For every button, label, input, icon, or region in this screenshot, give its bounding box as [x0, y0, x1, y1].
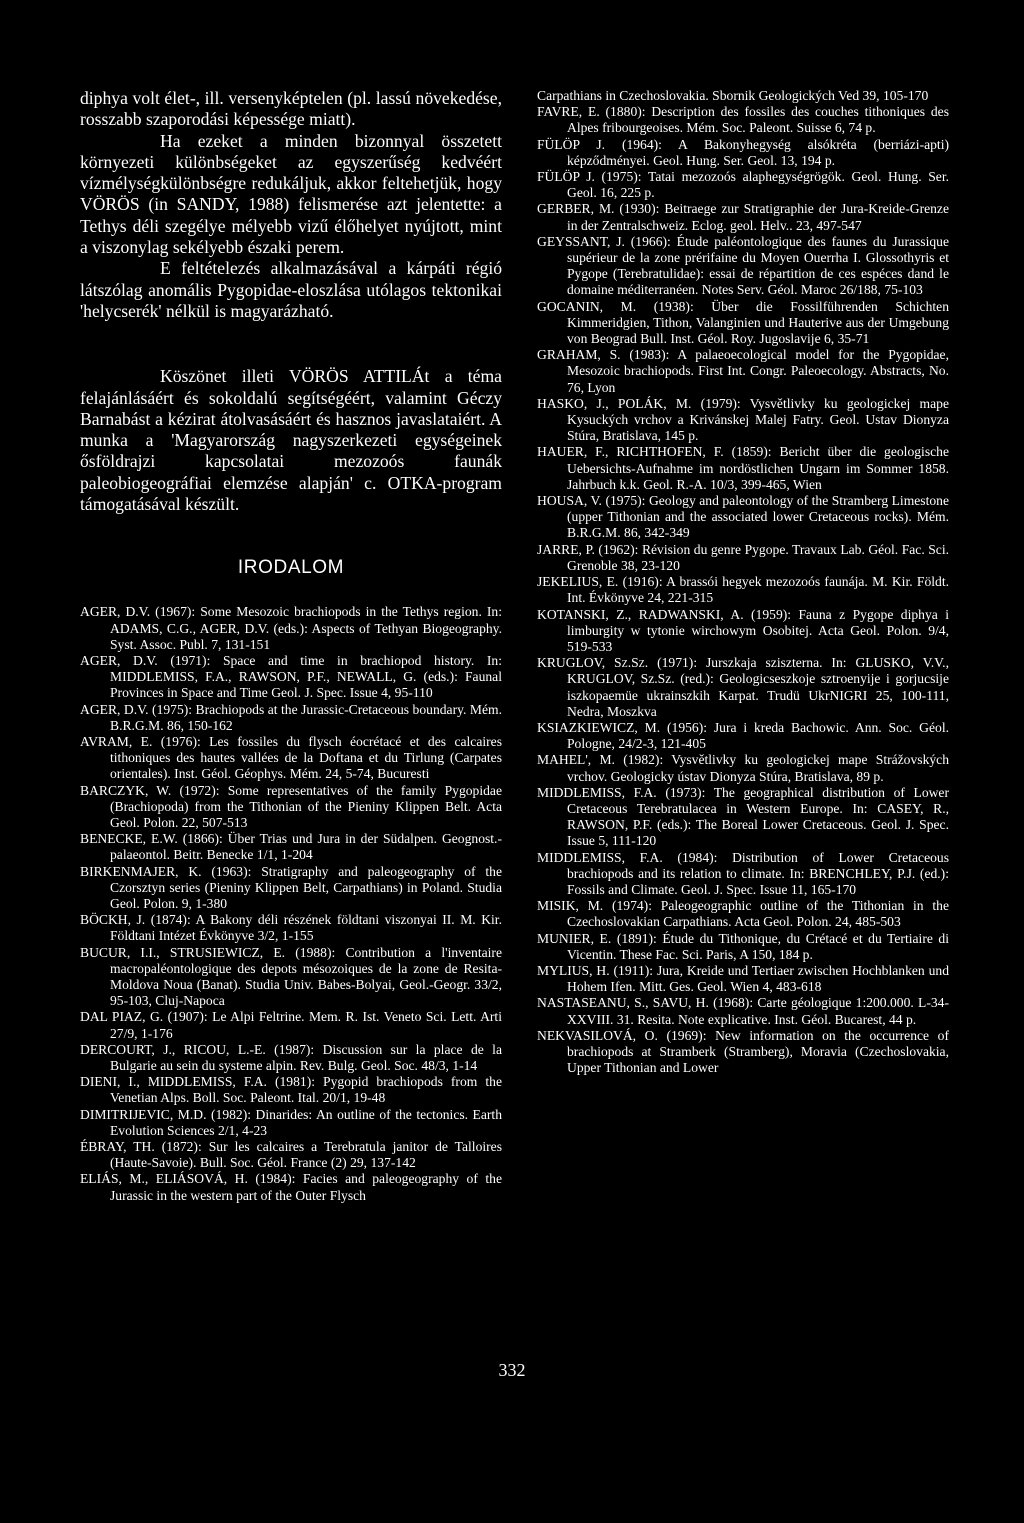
- reference-text: (1916): A brassói hegyek mezozoós faunája. M. Kir. Földt. Int. Évkönyve 24, 221-315: [567, 574, 950, 606]
- reference-text: (1930): Beitraege zur Stratigraphie der Jura-Kreide-Grenze in der Zentralschweiz. Eclog. geol. Helv.. 23, 497-547: [567, 201, 949, 233]
- reference-author: BARCZYK, W.: [80, 782, 172, 798]
- reference-entry: [80, 653, 502, 702]
- reference-author: AGER, D.V.: [80, 701, 149, 717]
- reference-text: (1964): A Bakonyhegység alsókréta (berriázi-apti) képződményei. Geol. Hung. Ser. Geol. 13, 194 p.: [567, 136, 950, 168]
- reference-author: GOCANIN, M.: [537, 298, 637, 314]
- reference-entry: [537, 1028, 949, 1077]
- reference-author: DIENI, I.,: [80, 1074, 140, 1090]
- reference-entry: [537, 720, 949, 752]
- reference-author: AVRAM, E.: [80, 733, 153, 749]
- reference-entry: [537, 104, 949, 136]
- reference-entry: [80, 702, 502, 734]
- reference-text: (1984): Distribution of Lower Cretaceous brachiopods and its relation to climate. In: BRENCHLEY, P.J. (ed.): Fossils and Climate. Geol. J. Spec. Issue 11, 165-170: [567, 849, 949, 897]
- reference-author: BUCUR, I.I.,: [80, 944, 160, 960]
- reference-author: DIMITRIJEVIC, M.D.: [80, 1106, 207, 1122]
- reference-entry: [537, 347, 949, 396]
- reference-author: DERCOURT, J.,: [80, 1041, 176, 1057]
- reference-entry: [537, 752, 949, 784]
- paragraph-1: diphya volt élet-, ill. versenyképtelen (pl. lassú növekedése, rosszabb szaporodási képessége miatt).: [80, 88, 502, 130]
- reference-text: MIDDLEMISS, F.A. (1981): Pygopid brachiopods from the Venetian Alps. Boll. Soc. Paleont. Ital. 20/1, 19-48: [110, 1074, 502, 1106]
- reference-entry: [80, 734, 502, 783]
- reference-entry: [80, 831, 502, 863]
- reference-text: (1975): Tatai mezozoós alaphegységrögök. Geol. Hung. Ser. Geol. 16, 225 p.: [567, 169, 949, 201]
- left-column: [80, 88, 502, 1204]
- reference-author: KSIAZKIEWICZ, M.: [537, 719, 661, 735]
- reference-entry: [537, 542, 949, 574]
- reference-text: (1874): A Bakony déli részének földtani viszonyai II. M. Kir. Földtani Intézet Évkönyve 3/2, 1-155: [110, 912, 502, 944]
- reference-author: KRUGLOV, Sz.Sz.: [537, 655, 649, 671]
- reference-author: GRAHAM, S.: [537, 347, 621, 363]
- reference-author: JARRE, P.: [537, 541, 595, 557]
- reference-text: (1956): Jura i kreda Bachowic. Ann. Soc. Géol. Pologne, 24/2-3, 121-405: [567, 719, 950, 752]
- reference-text: (1891): Étude du Tithonique, du Crétacé et du Tertiaire di Vicentin. These Fac. Sci. Paris, A 150, 184 p.: [567, 930, 949, 962]
- reference-entry: [537, 963, 949, 995]
- reference-author: AGER, D.V.: [80, 604, 151, 620]
- reference-text: (1971): Space and time in brachiopod history. In: MIDDLEMISS, F.A., RAWSON, P.F., NEWALL, G. (eds.): Faunal Provinces in Space and Time Geol. J. Spec. Issue 4, 95-110: [110, 652, 503, 701]
- reference-entry: [80, 864, 502, 913]
- reference-author: BÖCKH, J.: [80, 912, 146, 928]
- reference-text: (1963): Stratigraphy and paleogeography of the Czorsztyn series (Pieniny Klippen Belt, Carpathians) in Poland. Studia Geol. Polon. 9, 1-380: [110, 863, 502, 911]
- reference-author: DAL PIAZ, G.: [80, 1009, 164, 1025]
- reference-entry: [80, 1171, 502, 1203]
- reference-author: KOTANSKI, Z., RADWANSKI, A.: [537, 606, 744, 622]
- reference-entry: [537, 493, 949, 542]
- page-number: 332: [498, 1360, 526, 1380]
- reference-entry: [537, 607, 949, 656]
- reference-entry: [537, 850, 949, 899]
- reference-text: STRUSIEWICZ, E. (1988): Contribution a l'inventaire macropaléontologique des depots mésozoiques de la zone de Resita-Moldova Noua (Banat). Studia Univ. Babes-Bolyai, Geol.-Geogr. 33/2, 95-103, Cluj-Napoca: [110, 944, 502, 1009]
- reference-entry: [537, 655, 949, 720]
- reference-text: (1982): Dinarides: An outline of the tectonics. Earth Evolution Sciences 2/1, 4-23: [110, 1106, 502, 1138]
- reference-text: (1976): Les fossiles du flysch éocrétacé et des calcaires tithoniques des hautes vallées de la Doftana et du Tirlung (Carpates orientales). Inst. Géol. Géophys. Mém. 24, 5-74, Bucuresti: [110, 733, 502, 782]
- reference-entry: [80, 604, 502, 653]
- acknowledgement-paragraph: Köszönet illeti VÖRÖS ATTILÁt a téma felajánlásáért és sokoldalú segítségéért, valamint Géczy Barnabást a kézirat átolvasásáért és hasznos javaslataiért. A munka a 'Magyarország nagyszerkezeti egységeinek ősföldrajzi kapcsolatai mezozoós faunák paleobiogeográfiai elemzése alapján' c. OTKA-program támogatásával készült.: [80, 366, 502, 515]
- reference-text: (1968): Carte géologique 1:200.000. L-34-XXVIII. 31. Resita. Note explicative. Inst. Géol. Bucarest, 44 p.: [567, 995, 949, 1027]
- reference-text: (1975): Brachiopods at the Jurassic-Cretaceous boundary. Mém. B.R.G.M. 86, 150-162: [110, 701, 502, 733]
- reference-author: MAHEL', M.: [537, 752, 615, 768]
- reference-text: (1975): Geology and paleontology of the Stramberg Limestone (upper Tithonian and the associated lower Cretaceous rocks). Mém. B.R.G.M. 86, 342-349: [567, 493, 949, 541]
- reference-author: MIDDLEMISS, F.A.: [537, 784, 657, 800]
- reference-entry: [80, 783, 502, 832]
- reference-text: (1880): Description des fossiles des couches tithoniques des Alpes fribourgeoises. Mém. Soc. Paleont. Suisse 6, 74 p.: [567, 104, 949, 136]
- reference-author: MISIK, M.: [537, 898, 604, 914]
- paragraph-2: Ha ezeket a minden bizonnyal összetett környezeti különbségeket az egyszerűség kedvéért vízmélységkülönbségre redukáljuk, akkor feltehetjük, hogy VÖRÖS (in SANDY, 1988) felismerése azt jelentette: a Tethys déli szegélye mélyebb vizű élőhelyet nyújtott, mint a viszonylag sekélyebb északi perem.: [80, 130, 502, 258]
- reference-entry: [80, 1107, 502, 1139]
- reference-author: NEKVASILOVÁ, O.: [537, 1027, 658, 1043]
- reference-author: HOUSA, V.: [537, 493, 602, 509]
- paragraph-3: E feltételezés alkalmazásával a kárpáti régió látszólag anomális Pygopidae-eloszlása utólagos tektonikai 'helycserék' nélkül is magyarázható.: [80, 258, 502, 321]
- section-heading: IRODALOM: [237, 557, 345, 579]
- reference-author: MUNIER, E.: [537, 930, 612, 946]
- right-column: [537, 88, 949, 1076]
- reference-text: (1907): Le Alpi Feltrine. Mem. R. Ist. Veneto Sci. Lett. Arti 27/9, 1-176: [110, 1009, 502, 1041]
- reference-author: JEKELIUS, E.: [537, 574, 619, 590]
- reference-text: (1974): Paleogeographic outline of the Tithonian in the Czechoslovakian Carpathians. Acta Geol. Polon. 24, 485-503: [567, 898, 949, 930]
- reference-entry: [537, 201, 949, 233]
- reference-text: (1982): Vysvětlivky ku geologickej mape Strážovských vrchov. Geologicky ústav Dionyza Stúra, Bratislava, 89 p.: [567, 752, 949, 784]
- reference-entry: [80, 1042, 502, 1074]
- reference-entry: [537, 169, 949, 201]
- reference-entry: [537, 444, 949, 493]
- reference-entry: [537, 137, 949, 169]
- reference-entry: [537, 898, 949, 930]
- reference-entry: [80, 1074, 502, 1106]
- reference-author: HAUER, F., RICHTHOFEN, F.: [537, 444, 724, 460]
- reference-text: (1971): Jurszkaja sziszterna. In: GLUSKO, V.V., KRUGLOV, Sz.Sz. (red.): Geologicseszkoje sztroenyije i gorjucsije iszkopaemüe ukrainszkih Karpat. Trudü UkrNIGRI 25, 100-111, Nedra, Moszkva: [567, 655, 949, 719]
- reference-text: (1911): Jura, Kreide und Tertiaer zwischen Hochblanken und Hohem Ifen. Mitt. Ges. Geol. Wien 4, 483-618: [567, 962, 950, 995]
- reference-text: (1983): A palaeoecological model for the Pygopidae, Mesozoic brachiopods. First Int. Congr. Paleoecology. Abstracts, No. 76, Lyon: [567, 347, 949, 395]
- reference-entry: [537, 234, 949, 299]
- reference-text: RICOU, L.-E. (1987): Discussion sur la place de la Bulgarie au sein du systeme alpin. Rev. Bulg. Geol. Soc. 48/3, 1-14: [110, 1041, 502, 1074]
- reference-entry: [537, 88, 949, 104]
- reference-author: GERBER, M.: [537, 201, 615, 217]
- reference-text: (1866): Über Trias und Jura in der Südalpen. Geognost.-palaeontol. Beitr. Benecke 1/1, 1-204: [110, 831, 502, 863]
- reference-entry: [537, 931, 949, 963]
- reference-author: HASKO, J., POLÁK, M.: [537, 395, 692, 411]
- reference-text: (1967): Some Mesozoic brachiopods in the Tethys region. In: ADAMS, C.G., AGER, D.V. (eds.): Aspects of Tethyan Biogeography. Syst. Assoc. Publ. 7, 131-151: [110, 604, 502, 652]
- reference-text: (1938): Über die Fossilführenden Schichten Kimmeridgien, Tithon, Valanginien und Hauterive aus der Umgebung von Beograd Bull. Inst. Géol. Roy. Jugoslavije 6, 35-71: [567, 298, 949, 347]
- reference-entry: [80, 1009, 502, 1041]
- reference-entry: [80, 1139, 502, 1171]
- reference-entry: [80, 945, 502, 1010]
- reference-entry: [537, 396, 949, 445]
- reference-text: Carpathians in Czechoslovakia. Sbornik Geologických Ved 39, 105-170: [537, 88, 929, 103]
- reference-entry: [537, 574, 949, 606]
- reference-entry: [537, 299, 949, 348]
- reference-author: AGER, D.V.: [80, 652, 158, 668]
- reference-text: ELIÁSOVÁ, H. (1984): Facies and paleogeography of the Jurassic in the western part of the Outer Flysch: [110, 1171, 502, 1203]
- reference-text: (1966): Étude paléontologique des faunes du Jurassique supérieur de la zone prérifaine du Moyen Ouerrha I. Glossothyris et Pygope (Terebratulidae): essai de répartition de ces espéces dand le domaine méditerranéen. Notes Serv. Géol. Maroc 26/188, 75-103: [567, 233, 949, 298]
- reference-text: (1979): Vysvětlivky ku geologickej mape Kysuckých vrchov a Krivánskej Malej Fatry. Geol. Ustav Dionyza Stúra, Bratislava, 145 p.: [567, 395, 949, 444]
- reference-author: NASTASEANU, S., SAVU, H.: [537, 995, 709, 1011]
- reference-entry: [537, 785, 949, 850]
- reference-author: MIDDLEMISS, F.A.: [537, 849, 663, 865]
- reference-author: MYLIUS, H.: [537, 962, 610, 978]
- reference-text: (1969): New information on the occurrence of brachiopods at Stramberk (Stramberg), Moravia (Czechoslovakia, Upper Tithonian and Lower: [567, 1027, 949, 1076]
- reference-text: (1973): The geographical distribution of Lower Cretaceous Terebratulacea in Western Europe. In: CASEY, R., RAWSON, P.F. (eds.): The Boreal Lower Cretaceous. Geol. J. Spec. Issue 5, 111-120: [567, 784, 949, 849]
- reference-author: GEYSSANT, J.: [537, 233, 625, 249]
- reference-text: (1859): Bericht über die geologische Uebersichts-Aufnahme im nordöstlichen Ungarn im Sommer 1858. Jahrbuch k.k. Geol. R.-A. 10/3, 399-465, Wien: [567, 444, 949, 492]
- reference-entry: [80, 912, 502, 944]
- reference-author: BENECKE, E.W.: [80, 831, 178, 847]
- reference-list-left: [80, 604, 502, 1204]
- reference-text: (1959): Fauna z Pygope diphya i limburgity w tytonie wirchowym Osobitej. Acta Geol. Polon. 9/4, 519-533: [567, 606, 949, 654]
- reference-author: ELIÁS, M.,: [80, 1171, 149, 1187]
- reference-entry: [537, 995, 949, 1027]
- reference-author: FAVRE, E.: [537, 104, 600, 120]
- reference-text: (1962): Révision du genre Pygope. Travaux Lab. Géol. Fac. Sci. Grenoble 38, 23-120: [567, 541, 949, 573]
- reference-author: FÜLÖP J.: [537, 169, 595, 185]
- reference-list-right: [537, 88, 949, 1076]
- reference-author: FÜLÖP J.: [537, 136, 606, 152]
- reference-author: BIRKENMAJER, K.: [80, 863, 202, 879]
- reference-author: ÉBRAY, TH.: [80, 1139, 155, 1155]
- reference-text: (1872): Sur les calcaires a Terebratula janitor de Talloires (Haute-Savoie). Bull. Soc. Géol. France (2) 29, 137-142: [110, 1139, 503, 1171]
- reference-text: (1972): Some representatives of the family Pygopidae (Brachiopoda) from the Tithonian of the Pieniny Klippen Belt. Acta Geol. Polon. 22, 507-513: [110, 782, 502, 830]
